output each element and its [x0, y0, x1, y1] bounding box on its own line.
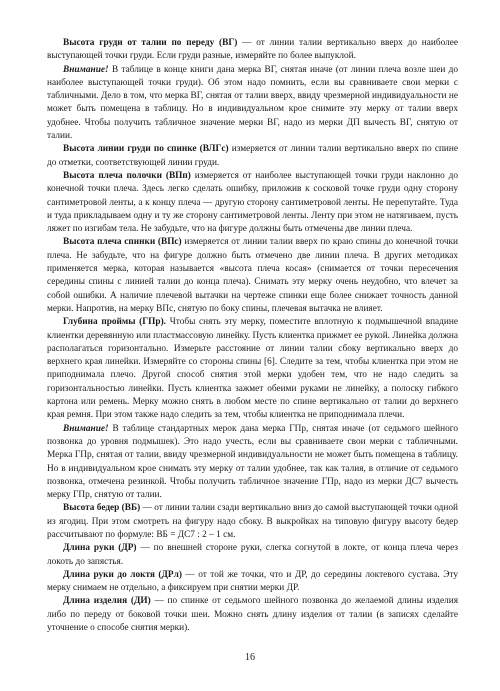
paragraph-text: измеряется от линии талии вертикально вверх по спине до отметки, соответствующей линии груди.	[47, 144, 458, 168]
paragraph-note-armhole	[47, 423, 458, 503]
term-front-shoulder-height: Высота плеча полочки (ВПп)	[63, 170, 191, 181]
term-back-shoulder-height: Высота плеча спинки (ВПс)	[63, 237, 182, 248]
page-number: 16	[245, 652, 255, 663]
paragraph-hip-height	[47, 502, 458, 542]
paragraph-text: В таблице стандартных мерок дана мерка ГПр, снятая иначе (от седьмого шейного позвонка до уровня подмышек). Это надо учесть, если вы сравниваете свои мерки с табличными. Мерка ГПр, снятая от талии, ввиду чрезмерной индивидуальности не может быть помещена в таблицу. Но в индивидуальном крое снимать эту мерку от талии удобнее, так как талия, в отличие от седьмого позвонка, отмечена резинкой. Чтобы получить табличное значение ГПр, надо из мерки ДС7 вычесть мерку ГПр, снятую от талии.	[47, 423, 458, 501]
term-back-bust-line: Высота линии груди по спинке (ВЛГс)	[63, 144, 229, 155]
paragraph-text: измеряется от линии талии вверх по краю спины до конечной точки плеча. Не забудьте, что на фигуре должно быть отмечено две линии плеча. В других методиках применяется мерка, которая называется «высота плеча косая» (снимается от точки пересечения середины спины с линией талии до конца плеча). Снимать эту мерку очень неудобно, что влечет за собой ошибки. А наличие плечевой вытачки на чертеже спинки еще более снижает точность данной мерки. Напротив, на мерку ВПс, снятую по боку спины, плечевая вытачка не влияет.	[47, 237, 458, 314]
paragraph-arm-to-elbow	[47, 569, 458, 596]
term-bust-height: Высота груди от талии по переду (ВГ)	[63, 38, 238, 48]
note-label: Внимание!	[63, 64, 109, 75]
paragraph-note-bust	[47, 64, 458, 144]
term-arm-to-elbow: Длина руки до локтя (ДРл)	[63, 569, 182, 580]
paragraph-text: — по внешней стороне руки, слегка согнутой в локте, от конца плеча через локоть до запястья.	[47, 543, 458, 567]
paragraph-text: Чтобы снять эту мерку, поместите вплотную к подмышечной впадине клиентки деревянную или пластмассовую линейку. Пусть клиентка прижмет ее рукой. Линейка должна располагаться горизонтально. Измерьте расстояние от линии талии сбоку вертикально вверх до верхнего края линейки. Измеряйте со стороны спины [6]. Следите за тем, чтобы клиентка при этом не приподнимала плечо. Другой способ снятия этой мерки удобен тем, что не надо следить за горизонтальностью линейки. Пусть клиентка зажмет обеими руками не линейку, а полоску гибкого картона или ремень. Мерку можно снять в любом месте по спине вертикально от талии до верхнего края ремня. При этом также надо следить за тем, чтобы клиентка не приподнимала плечи.	[47, 317, 458, 421]
paragraph-front-shoulder-height	[47, 170, 458, 236]
note-label: Внимание!	[63, 423, 109, 434]
term-armhole-depth: Глубина проймы (ГПр).	[63, 317, 167, 328]
paragraph-text: В таблице в конце книги дана мерка ВГ, снятая иначе (от линии плеча возле шеи до наиболее выступающей точки груди). Об этом надо помнить, если вы сравниваете свои мерки с табличными. Дело в том, что мерка ВГ, снятая от талии вверх, ввиду чрезмерной индивидуальности не может быть помещена в таблицу. Но в индивидуальном крое снимите эту мерку от талии вверх удобнее. Чтобы получить табличное значение мерки ВГ, надо из мерки ДП вычесть ВГ, снятую от талии.	[47, 64, 458, 142]
paragraph-text: — от линии талии вертикально вверх до наиболее выступающей точки груди. Если груди разные, измеряйте по более выпуклой.	[47, 38, 459, 62]
paragraph-text: — от линии талии сзади вертикально вниз до самой выступающей точки одной из ягодиц. При этом смотреть на фигуру надо сбоку. В выкройках на типовую фигуру высоту бедер рассчитывают по формуле: ВБ = ДС7 : 2 – 1 см.	[47, 503, 458, 540]
term-hip-height: Высота бедер (ВБ)	[63, 503, 141, 514]
paragraph-garment-length	[47, 595, 458, 635]
term-arm-length: Длина руки (ДР)	[63, 543, 137, 554]
paragraph-text: — по спинке от седьмого шейного позвонка до желаемой длины изделия либо по переду от боковой точки шеи. Можно снять длину изделия от талии (в записях сделайте уточнение о способе снятия мерки).	[47, 596, 458, 634]
body-text	[47, 37, 458, 635]
paragraph-back-bust-line	[47, 143, 458, 170]
paragraph-text: — от той же точки, что и ДР, до середины локтевого сустава. Эту мерку снимаем не отдельно, а фиксируем при снятии мерки ДР.	[47, 569, 458, 594]
paragraph-back-shoulder-height	[47, 236, 458, 316]
term-garment-length: Длина изделия (ДИ)	[63, 596, 151, 607]
paragraph-text: измеряется от наиболее выступающей точки груди наклонно до конечной точки плеча. Здесь легко сделать ошибку, приложив к сосковой точке груди одну сторону сантиметровой ленты, а к концу плеча — другую сторону сантиметровой ленты. Не перепутайте. Туда и туда прикладываем одну и ту же сторону сантиметровой ленты. Ленту при этом не натягиваем, пусть ляжет по изгибам тела. Не забудьте, что на фигуре должны быть отмечены две линии плеча.	[47, 170, 459, 235]
paragraph-bust-height	[47, 37, 458, 64]
paragraph-armhole-depth	[47, 316, 458, 422]
paragraph-arm-length	[47, 542, 458, 569]
